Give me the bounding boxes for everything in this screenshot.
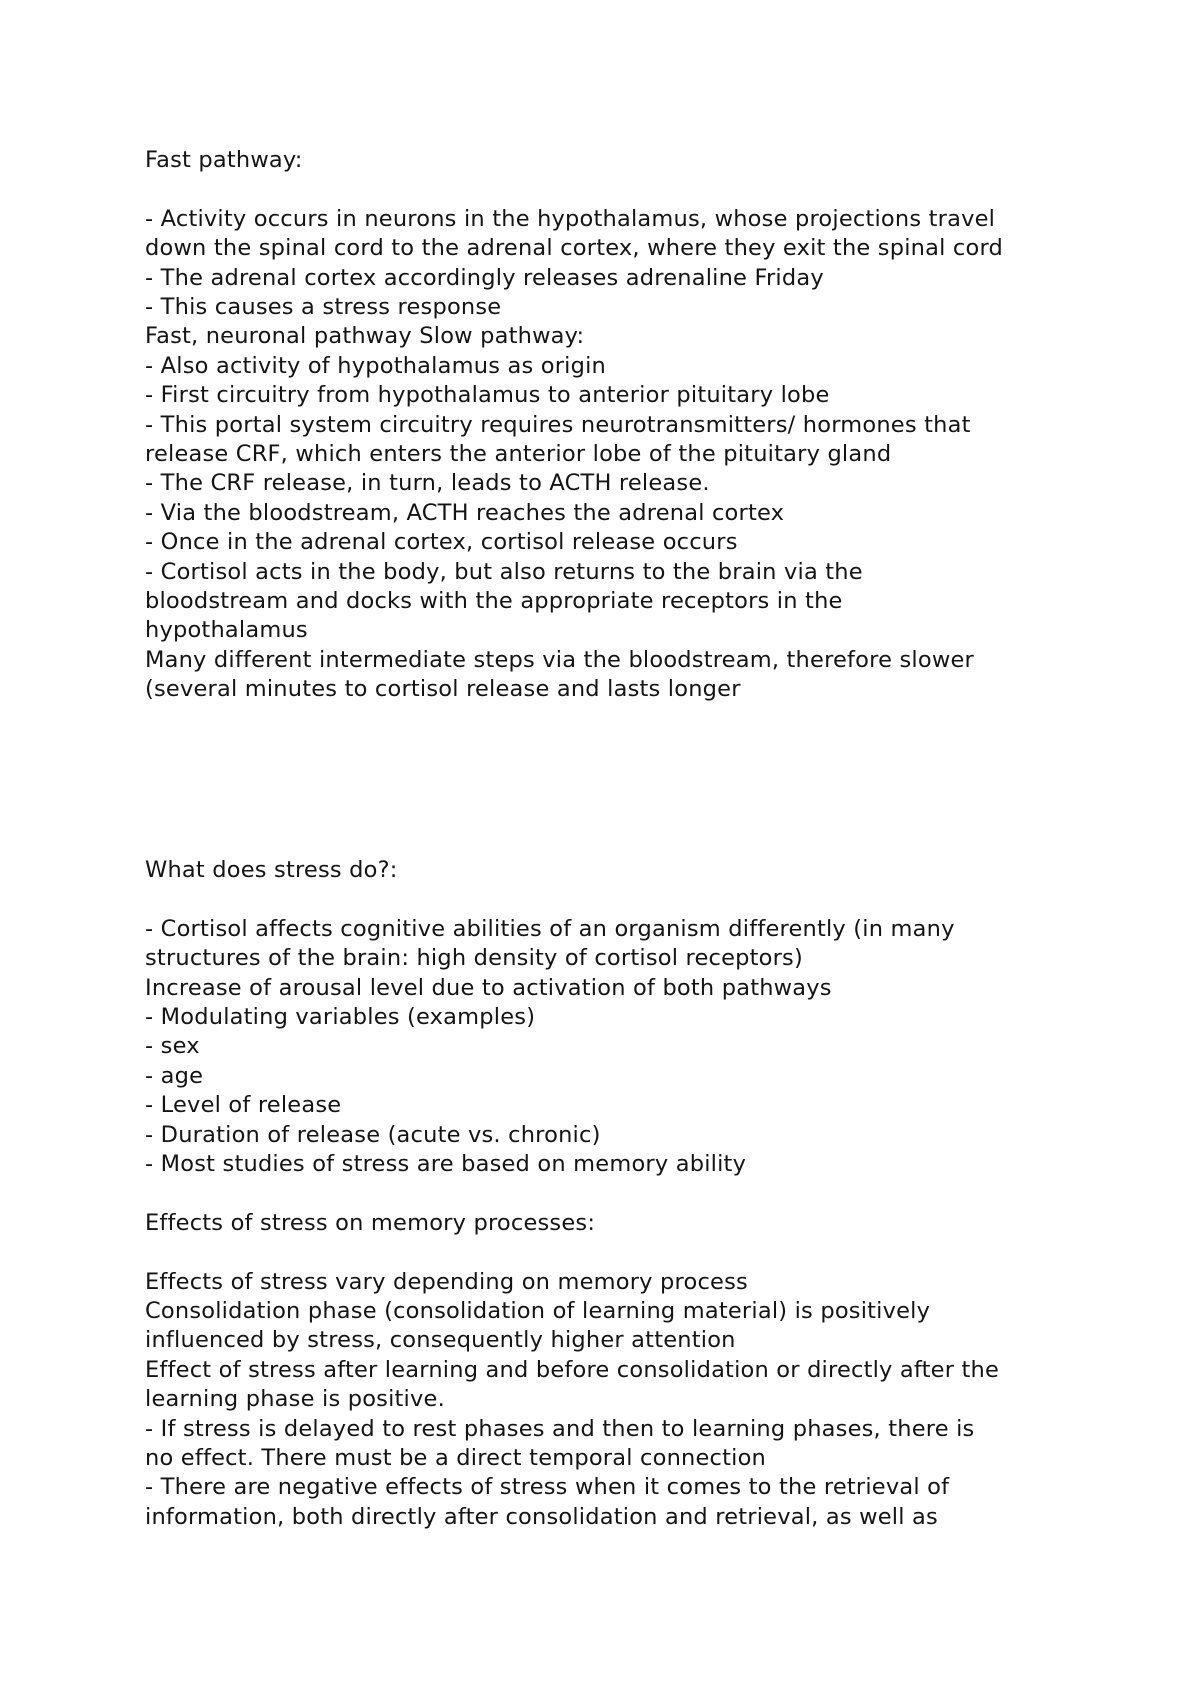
text-line: Effect of stress after learning and before consolidation or directly after the — [145, 1356, 1000, 1383]
text-line: - Via the bloodstream, ACTH reaches the adrenal cortex — [145, 499, 785, 526]
text-line: - The adrenal cortex accordingly releases adrenaline Friday — [145, 264, 824, 291]
text-line: - Duration of release (acute vs. chronic) — [145, 1121, 601, 1148]
text-line: - Activity occurs in neurons in the hypothalamus, whose projections travel — [145, 205, 996, 232]
text-line: release CRF, which enters the anterior lobe of the pituitary gland — [145, 441, 892, 468]
blank-line — [145, 175, 1145, 204]
text-line: - sex — [145, 1033, 200, 1060]
section-heading: What does stress do?: — [145, 857, 398, 883]
text-line: Many different intermediate steps via the bloodstream, therefore slower — [145, 646, 974, 673]
text-line: bloodstream and docks with the appropriate receptors in the — [145, 588, 843, 615]
text-line: - This portal system circuitry requires neurotransmitters/ hormones that — [145, 411, 971, 438]
text-line: structures of the brain: high density of cortisol receptors) — [145, 945, 803, 972]
text-line: - Cortisol acts in the body, but also returns to the brain via the — [145, 558, 863, 585]
text-line: no effect. There must be a direct temporal connection — [145, 1445, 767, 1472]
text-line: - Level of release — [145, 1092, 342, 1119]
text-line: Effects of stress vary depending on memory process — [145, 1268, 748, 1295]
text-line: - This causes a stress response — [145, 294, 502, 321]
text-line: down the spinal cord to the adrenal cortex, where they exit the spinal cord — [145, 235, 1003, 262]
section-heading: Fast pathway: — [145, 147, 303, 173]
blank-line — [145, 1238, 1145, 1267]
text-line: information, both directly after consolidation and retrieval, as well as — [145, 1503, 938, 1530]
text-line: (several minutes to cortisol release and lasts longer — [145, 676, 741, 703]
blank-line — [145, 885, 1145, 914]
text-line: learning phase is positive. — [145, 1386, 445, 1413]
text-line: - Also activity of hypothalamus as origin — [145, 352, 606, 379]
text-line: Consolidation phase (consolidation of learning material) is positively — [145, 1298, 931, 1325]
text-line: - Once in the adrenal cortex, cortisol release occurs — [145, 529, 738, 556]
blank-line — [145, 1179, 1145, 1208]
text-line: - First circuitry from hypothalamus to anterior pituitary lobe — [145, 382, 830, 409]
text-line: - If stress is delayed to rest phases and then to learning phases, there is — [145, 1415, 975, 1442]
text-line: - Cortisol affects cognitive abilities of an organism differently (in many — [145, 915, 955, 942]
text-line: - Most studies of stress are based on memory ability — [145, 1151, 747, 1178]
text-line: Increase of arousal level due to activation of both pathways — [145, 974, 832, 1001]
text-line: Fast, neuronal pathway Slow pathway: — [145, 323, 585, 350]
text-line: - There are negative effects of stress when it comes to the retrieval of — [145, 1474, 950, 1501]
text-line: - age — [145, 1062, 204, 1089]
text-line: influenced by stress, consequently higher attention — [145, 1327, 736, 1354]
text-line: hypothalamus — [145, 617, 308, 644]
section-what-does-stress-do — [145, 856, 1145, 1532]
text-line: - Modulating variables (examples) — [145, 1004, 536, 1031]
section-heading: Effects of stress on memory processes: — [145, 1209, 596, 1236]
text-line: - The CRF release, in turn, leads to ACTH release. — [145, 470, 710, 497]
section-fast-pathway — [145, 146, 1145, 705]
